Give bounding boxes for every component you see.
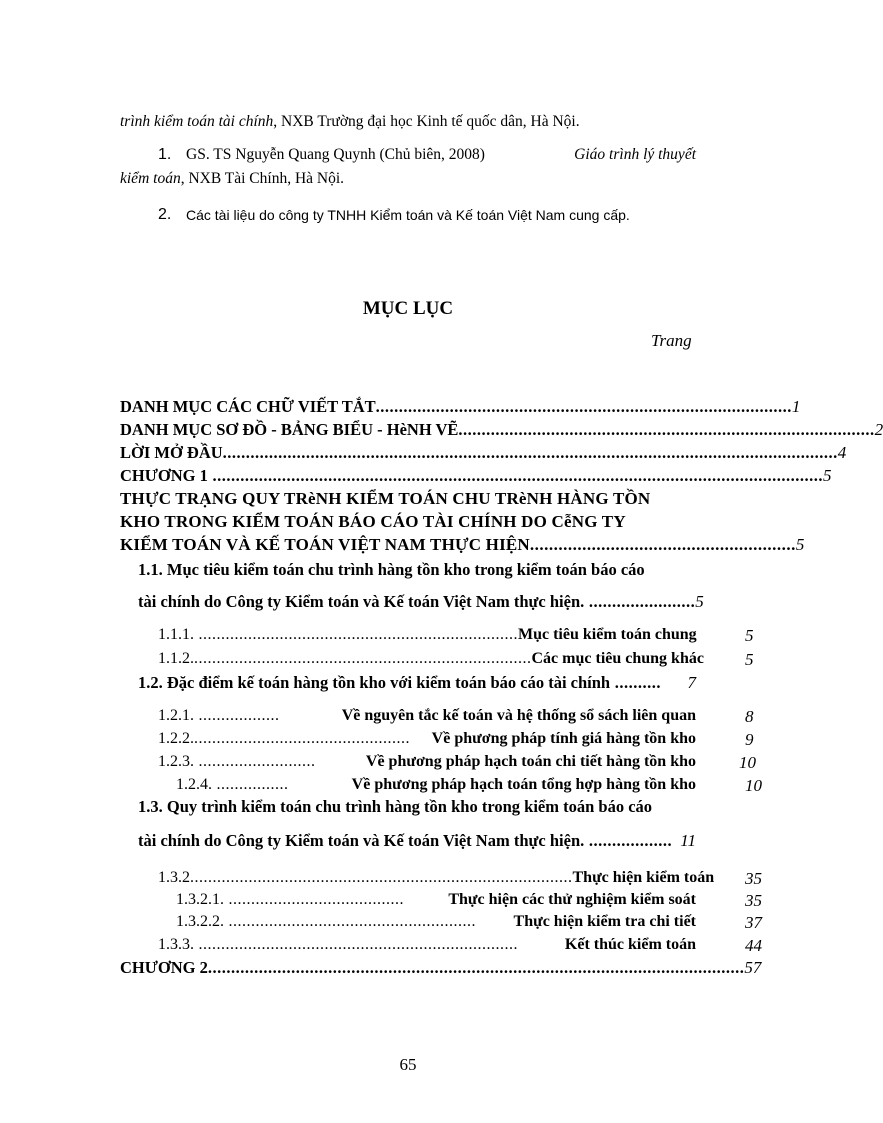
toc-section-1-1-2[interactable]: 1.1.2. ........................................................................... Các mục tiêu chung khác [158, 650, 704, 667]
toc-chapter-1-title-line-3[interactable]: KIỂM TOÁN VÀ KẾ TOÁN VIỆT NAM THỰC HIỆN ........................................................ 5 [120, 535, 805, 554]
toc-section-1-2-3[interactable]: 1.2.3. .......................... Về phương pháp hạch toán chi tiết hàng tồn kho [158, 753, 696, 770]
reference-1-number: 1. [158, 146, 172, 163]
page-number: 65 [399, 1055, 417, 1074]
toc-entry-introduction[interactable]: LỜI MỞ ĐẦU ..................................................................................................................................... 4 [120, 443, 847, 462]
toc-section-1-1-line-1: 1.1. Mục tiêu kiểm toán chu trình hàng tồn kho trong kiểm toán báo cáo [138, 560, 645, 579]
toc-chapter-1-title-line-2: KHO TRONG KIỂM TOÁN BÁO CÁO TÀI CHÍNH DO CễNG TY [120, 512, 626, 531]
toc-section-1-3-2-2[interactable]: 1.3.2.2. ....................................................... Thực hiện kiểm tra chi tiết [176, 913, 696, 930]
reference-2-text: Các tài liệu do công ty TNHH Kiểm toán và Kế toán Việt Nam cung cấp. [186, 207, 630, 223]
toc-entry-chapter-2[interactable]: CHƯƠNG 2 .................................................................................................................... 57 [120, 958, 762, 977]
toc-section-1-3-2-1[interactable]: 1.3.2.1. ....................................... Thực hiện các thử nghiệm kiểm soát [176, 891, 696, 908]
toc-section-1-2-2[interactable]: 1.2.2. ................................................ Về phương pháp tính giá hàng tồn kho [158, 730, 696, 747]
toc-section-1-2[interactable]: 1.2. Đặc điểm kế toán hàng tồn kho với kiểm toán báo cáo tài chính .......... 7 [138, 673, 696, 692]
toc-section-1-3-2[interactable]: 1.3.2 ..................................................................................... Thực hiện kiểm toán [158, 869, 715, 886]
toc-section-1-1-line-2[interactable]: tài chính do Công ty Kiểm toán và Kế toán Việt Nam thực hiện. ....................... 5 [138, 592, 704, 611]
toc-section-1-1-1[interactable]: 1.1.1. ....................................................................... Mục tiêu kiểm toán chung [158, 626, 697, 643]
toc-chapter-1-title-line-1: THỰC TRẠNG QUY TRèNH KIỂM TOÁN CHU TRèNH HÀNG TỒN [120, 489, 651, 508]
toc-page-column-label: Trang [651, 331, 692, 350]
toc-section-1-2-4[interactable]: 1.2.4. ................ Về phương pháp hạch toán tổng hợp hàng tồn kho [176, 776, 696, 793]
toc-section-1-2-2-page: 9 [745, 730, 754, 749]
toc-entry-chapter-1[interactable]: CHƯƠNG 1 .................................................................................................................................... 5 [120, 466, 832, 485]
reference-2-number: 2. [158, 206, 172, 223]
reference-1-line-2: kiểm toán, NXB Tài Chính, Hà Nội. [120, 170, 345, 187]
toc-entry-abbreviations[interactable]: DANH MỤC CÁC CHỮ VIẾT TẮT .......................................................................................... 1 [120, 397, 801, 416]
toc-section-1-3-2-2-page: 37 [745, 913, 762, 932]
toc-section-1-2-1[interactable]: 1.2.1. .................. Về nguyên tắc kế toán và hệ thống sổ sách liên quan [158, 707, 696, 724]
toc-section-1-3-line-1: 1.3. Quy trình kiểm toán chu trình hàng tồn kho trong kiểm toán báo cáo [138, 797, 653, 816]
toc-entry-diagrams[interactable]: DANH MỤC SƠ ĐỒ - BẢNG BIỂU - HèNH VẼ .......................................................................................... 2 [120, 420, 883, 439]
toc-section-1-1-2-page: 5 [745, 650, 754, 669]
toc-section-1-1-1-page: 5 [745, 626, 754, 645]
reference-1-line-1: GS. TS Nguyễn Quang Quynh (Chủ biên, 2008) Giáo trình lý thuyết [186, 146, 696, 163]
toc-section-1-2-4-page: 10 [745, 776, 762, 795]
toc-section-1-3-line-2[interactable]: tài chính do Công ty Kiểm toán và Kế toán Việt Nam thực hiện. .................. 11 [138, 831, 696, 850]
toc-section-1-3-3[interactable]: 1.3.3. ....................................................................... Kết thúc kiểm toán [158, 936, 696, 953]
toc-section-1-2-1-page: 8 [745, 707, 754, 726]
toc-section-1-3-2-page: 35 [745, 869, 762, 888]
toc-section-1-2-3-page: 10 [739, 753, 756, 772]
toc-section-1-3-3-page: 44 [745, 936, 762, 955]
reference-continuation: trình kiểm toán tài chính, NXB Trường đại học Kinh tế quốc dân, Hà Nội. [120, 113, 580, 130]
toc-title: MỤC LỤC [362, 298, 454, 319]
toc-section-1-3-2-1-page: 35 [745, 891, 762, 910]
